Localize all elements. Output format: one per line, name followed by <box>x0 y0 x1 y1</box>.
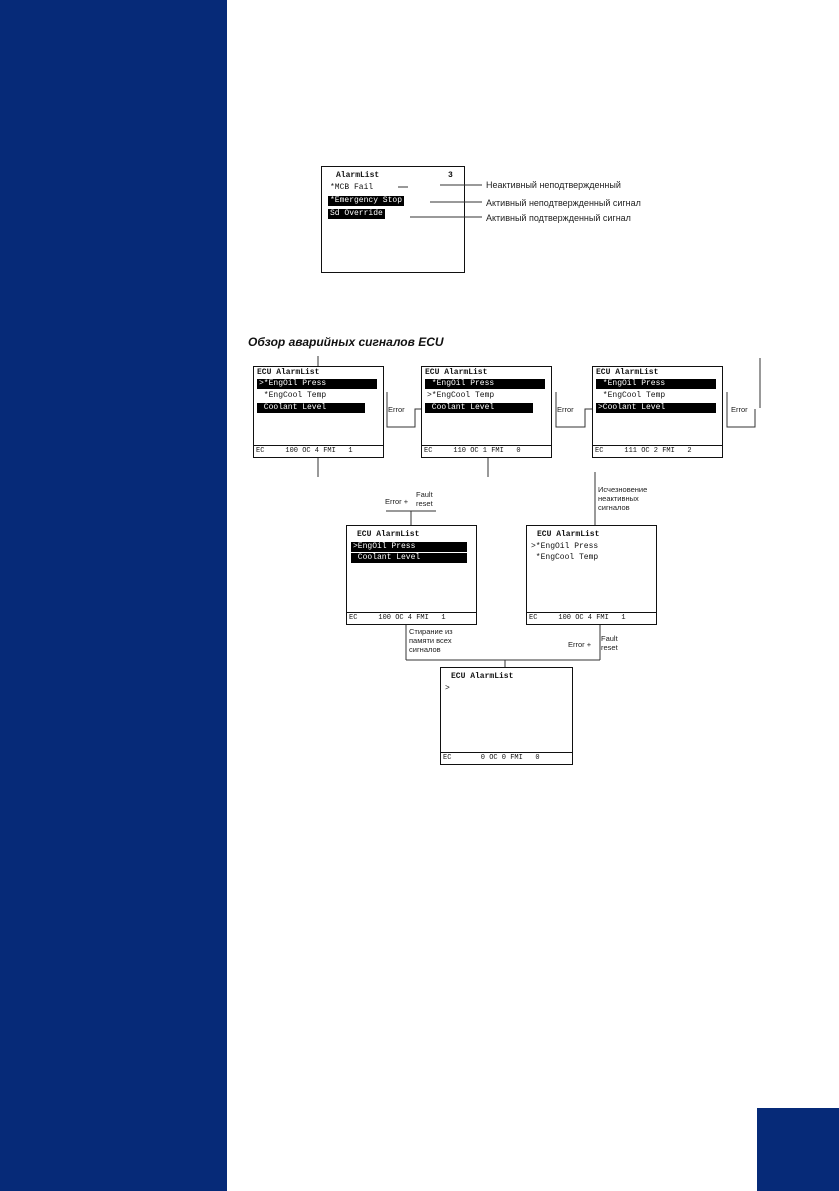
label-error-2: Error <box>557 405 574 414</box>
ecu-status-bar: EC 0 OC 0 FMI 0 <box>441 752 572 764</box>
ecu-status-bar: EC 110 OC 1 FMI 0 <box>422 445 551 457</box>
label-error-3: Error <box>731 405 748 414</box>
ecu-row: >*EngOil Press <box>531 542 599 551</box>
ecu-row: >*EngCool Temp <box>427 391 495 400</box>
ecu-status-bar: EC 100 OC 4 FMI 1 <box>254 445 383 457</box>
label-fault-reset-left: Fault reset <box>416 490 433 508</box>
label-all-cleared: Стирание из памяти всех сигналов <box>409 627 453 654</box>
alarm-row-active-acknowledged: Sd Override <box>330 209 383 218</box>
ecu-row: *EngCool Temp <box>598 391 666 400</box>
label-error-fault-reset-right: Error + <box>568 640 592 649</box>
ecu-screen-title: ECU AlarmList <box>596 368 659 377</box>
ecu-status-bar: EC 111 OC 2 FMI 2 <box>593 445 722 457</box>
ecu-screen-title: ECU AlarmList <box>537 530 600 539</box>
ecu-row: > <box>445 684 450 693</box>
ecu-screen-title: ECU AlarmList <box>425 368 488 377</box>
alarm-row-inactive: *MCB Fail <box>330 183 374 192</box>
ecu-screen-title: ECU AlarmList <box>257 368 320 377</box>
ecu-status-bar: EC 100 OC 4 FMI 1 <box>347 612 476 624</box>
label-error-fault-reset-left: Error + <box>385 497 409 506</box>
ecu-row: Coolant Level <box>351 553 467 563</box>
label-error-1: Error <box>388 405 405 414</box>
ecu-screen-title: ECU AlarmList <box>451 672 514 681</box>
ecu-status-bar: EC 100 OC 4 FMI 1 <box>527 612 656 624</box>
ecu-row: >*EngOil Press <box>257 379 377 389</box>
ecu-row: Coolant Level <box>425 403 533 413</box>
ecu-row: Coolant Level <box>257 403 365 413</box>
ecu-screen-title: ECU AlarmList <box>357 530 420 539</box>
label-active-acknowledged: Активный подтвержденный сигнал <box>486 213 631 223</box>
ecu-row: *EngOil Press <box>425 379 545 389</box>
ecu-row: *EngCool Temp <box>259 391 327 400</box>
section-heading: Обзор аварийных сигналов ECU <box>248 335 444 349</box>
label-inactive-unacknowledged: Неактивный неподтвержденный <box>486 180 621 190</box>
ecu-row: *EngCool Temp <box>531 553 599 562</box>
label-disappearance: Исчезновение неактивных сигналов <box>598 485 648 512</box>
ecu-row: *EngOil Press <box>596 379 716 389</box>
alarm-row-active-unacknowledged: *Emergency Stop <box>330 196 403 205</box>
label-fault-reset-right: Fault reset <box>601 634 618 652</box>
alarm-list-title: AlarmList <box>336 171 380 180</box>
alarm-list-page: 3 <box>448 171 453 180</box>
ecu-row: >Coolant Level <box>596 403 716 413</box>
label-active-unacknowledged: Активный неподтвержденный сигнал <box>486 198 641 208</box>
ecu-row: >EngOil Press <box>351 542 467 552</box>
